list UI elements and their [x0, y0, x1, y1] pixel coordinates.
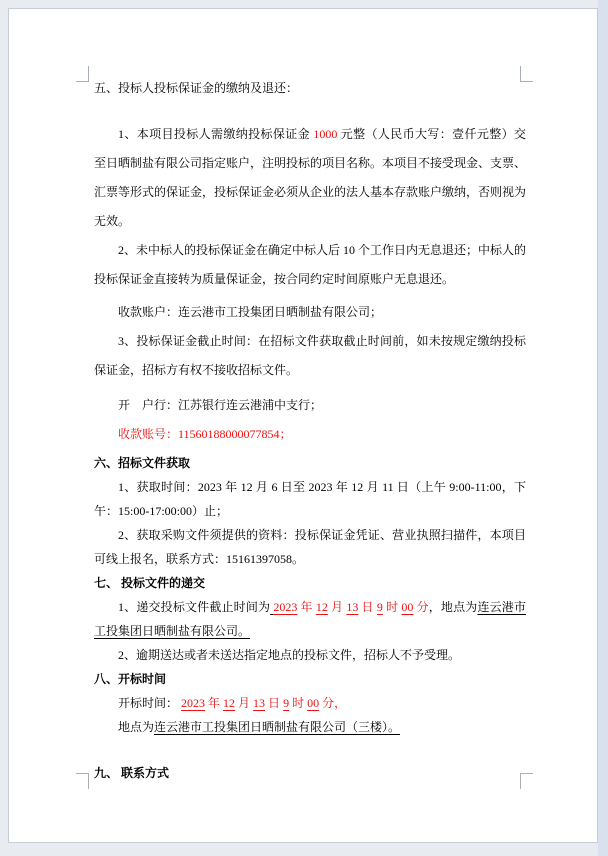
text-run: 开标时间： [118, 696, 179, 710]
para-late-submission [94, 643, 526, 667]
document-body [94, 74, 526, 785]
red-text: 年 [297, 600, 316, 614]
red-underlined-text: 9 [283, 696, 290, 710]
red-text: 时 [382, 600, 402, 614]
red-text: 收款账号：11560188000077854； [118, 427, 292, 441]
text-run: 八、开标时间 [94, 672, 167, 686]
para-bank-name [94, 391, 526, 420]
para-opening-location [94, 715, 526, 739]
text-run: 九、 联系方式 [94, 766, 170, 780]
red-text: 日 [358, 600, 377, 614]
para-account-number [94, 420, 526, 449]
para-obtain-materials [94, 523, 526, 571]
para-submission-deadline [94, 595, 526, 643]
section-8-heading [94, 667, 526, 691]
red-underlined-text: 12 [315, 600, 328, 614]
text-run: 2、未中标人的投标保证金在确定中标人后 10 个工作日内无息退还；中标人的投标保证金直接转为质量保证金，按合同约定时间原账户无息退还。 [94, 243, 527, 286]
text-run: 七、 投标文件的递交 [94, 576, 206, 590]
red-text: 日 [265, 696, 284, 710]
text-run: 3、投标保证金截止时间：在招标文件获取截止时间前，如未按规定缴纳投标保证金，招标方有权不接收招标文件。 [94, 334, 526, 377]
text-run: 开 户行：江苏银行连云港浦中支行； [118, 398, 323, 412]
text-run: 2、逾期送达或者未送达指定地点的投标文件，招标人不予受理。 [118, 648, 461, 662]
para-opening-time [94, 691, 526, 715]
red-text: 月 [327, 600, 347, 614]
red-underlined-text: 2023 [273, 600, 298, 614]
section-7-heading [94, 571, 526, 595]
text-run: 1、本项目投标人需缴纳投标保证金 [118, 127, 314, 141]
red-underlined-text: 13 [253, 696, 266, 710]
red-text: 年 [205, 696, 224, 710]
text-run: 收款账户：连云港市工投集团日晒制盐有限公司； [118, 305, 383, 319]
para-deposit-payment [94, 120, 526, 236]
section-5-heading [94, 74, 526, 103]
text-run: ，地点为 [428, 600, 478, 614]
red-underlined-text: 12 [223, 696, 236, 710]
text-run: 1、递交投标文件截止时间为 [118, 600, 271, 614]
para-deposit-deadline [94, 327, 526, 385]
red-text: 分 [413, 600, 429, 614]
red-text: 时 [289, 696, 308, 710]
red-underlined-text: 13 [346, 600, 359, 614]
para-deposit-refund [94, 236, 526, 294]
text-run: 五、投标人投标保证金的缴纳及退还： [94, 81, 299, 95]
text-run: 元整（人民币大写：壹仟元整）交至日晒制盐有限公司指定账户，注明投标的项目名称。本项目不接受现金、支票、汇票等形式的保证金，投标保证金必须从企业的法人基本存款账户缴纳，否则视为无效。 [94, 127, 527, 228]
section-9-heading [94, 761, 526, 785]
underlined-text: 连云港市工投集团日晒制盐有限公司。 [94, 600, 526, 638]
red-underlined-text: 00 [401, 600, 414, 614]
margin-mark-top-left [76, 66, 89, 82]
window-edge-strip [598, 0, 608, 856]
underlined-text: 连云港市工投集团日晒制盐有限公司（三楼）。 [154, 720, 401, 734]
red-text: 月 [235, 696, 254, 710]
red-underlined-text: 00 [307, 696, 320, 710]
para-obtain-time [94, 475, 526, 523]
red-text: 分， [319, 696, 347, 710]
red-text: 1000 [313, 127, 338, 141]
text-run: 六、招标文件获取 [94, 456, 191, 470]
document-page[interactable] [8, 8, 598, 843]
red-underlined-text: 9 [376, 600, 383, 614]
red-underlined-text: 2023 [181, 696, 206, 710]
margin-mark-bottom-left [76, 773, 89, 789]
section-6-heading [94, 451, 526, 475]
para-payee-account-name [94, 298, 526, 327]
text-run: 1、获取时间：2023 年 12 月 6 日至 2023 年 12 月 11 日（上午 9:00-11:00，下午：15:00-17:00:00）止； [94, 480, 526, 518]
text-run: 2、获取采购文件须提供的资料：投标保证金凭证、营业执照扫描件，本项目可线上报名，联系方式：15161397058。 [94, 528, 526, 566]
text-run: 地点为 [118, 720, 155, 734]
